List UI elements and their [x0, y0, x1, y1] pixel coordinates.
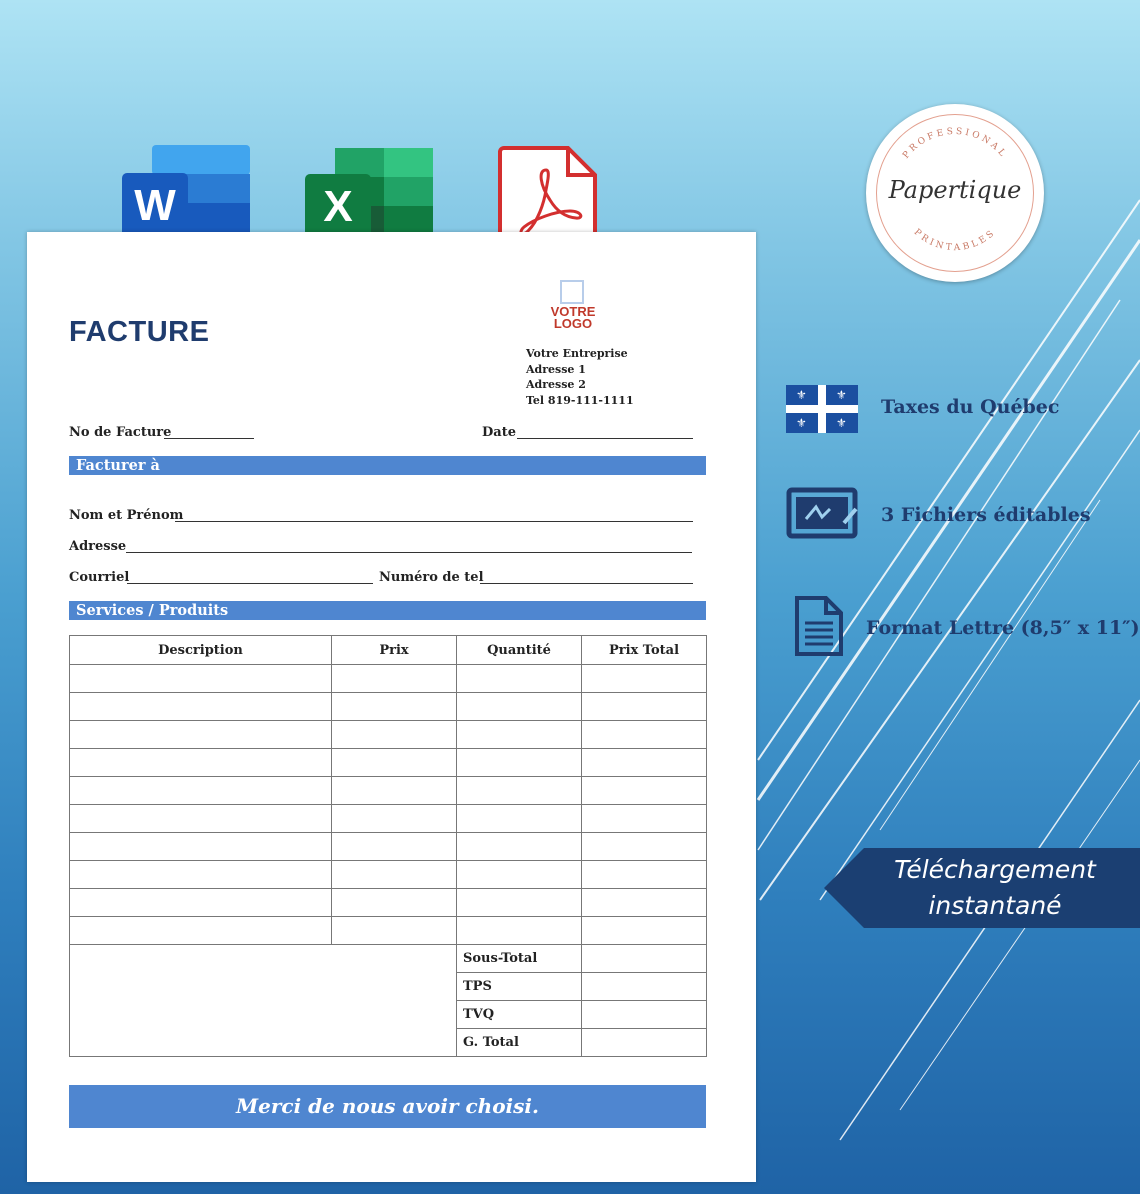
table-row[interactable]	[70, 665, 707, 693]
company-address-2: Adresse 2	[526, 378, 586, 391]
tps-label: TPS	[457, 973, 582, 1001]
bill-to-header: Facturer à	[69, 456, 706, 475]
subtotal-label: Sous-Total	[457, 945, 582, 973]
excel-letter: X	[323, 182, 353, 231]
col-total-price: Prix Total	[582, 636, 707, 665]
table-row[interactable]	[70, 805, 707, 833]
table-row[interactable]	[70, 917, 707, 945]
address-label: Adresse	[69, 539, 127, 554]
col-description: Description	[70, 636, 332, 665]
date-label: Date	[482, 425, 516, 440]
badge-bottom-text: PRINTABLES	[911, 227, 999, 254]
badge-name: Papertique	[888, 176, 1022, 204]
company-phone: Tel 819-111-1111	[526, 393, 634, 407]
subtotal-value[interactable]	[582, 945, 707, 973]
tps-value[interactable]	[582, 973, 707, 1001]
table-row[interactable]	[70, 777, 707, 805]
address-field[interactable]	[126, 552, 692, 553]
company-address-1: Adresse 1	[526, 362, 586, 376]
col-quantity: Quantité	[457, 636, 582, 665]
word-letter: W	[134, 181, 176, 230]
table-row[interactable]	[70, 721, 707, 749]
download-line-2: instantané	[928, 891, 1062, 920]
totals-row-subtotal	[70, 945, 707, 973]
table-row[interactable]	[70, 749, 707, 777]
download-text	[860, 852, 1130, 924]
tvq-label: TVQ	[457, 1001, 582, 1029]
document-icon	[794, 595, 844, 657]
date-field[interactable]	[517, 438, 693, 439]
edit-screen-icon	[786, 487, 860, 539]
invoice-number-field[interactable]	[164, 438, 254, 439]
svg-text:PRINTABLES	[912, 227, 998, 253]
invoice-number-label: No de Facture	[69, 425, 172, 440]
email-field[interactable]	[127, 583, 373, 584]
items-table	[69, 635, 707, 1057]
table-header-row	[70, 636, 707, 665]
invoice-title: FACTURE	[69, 316, 210, 348]
services-header: Services / Produits	[69, 601, 706, 620]
logo-placeholder-icon	[560, 280, 584, 304]
table-row[interactable]	[70, 693, 707, 721]
quebec-flag-icon: ⚜ ⚜ ⚜ ⚜	[786, 385, 858, 433]
brand-badge	[866, 104, 1044, 282]
email-label: Courriel	[69, 570, 130, 585]
company-name: Votre Entreprise	[526, 347, 628, 360]
logo-text-1: VOTRE	[550, 304, 596, 319]
logo-placeholder	[545, 306, 601, 330]
table-row[interactable]	[70, 861, 707, 889]
notes-area[interactable]	[70, 945, 457, 1057]
phone-field[interactable]	[480, 583, 693, 584]
name-label: Nom et Prénom	[69, 508, 184, 523]
feature-editable-files: 3 Fichiers éditables	[881, 504, 1091, 526]
company-info	[526, 346, 634, 408]
logo-text-2: LOGO	[553, 316, 593, 331]
tvq-value[interactable]	[582, 1001, 707, 1029]
feature-letter-format: Format Lettre (8,5″ x 11″)	[866, 617, 1140, 639]
grand-total-value[interactable]	[582, 1029, 707, 1057]
invoice-page	[27, 232, 756, 1182]
thank-you-banner: Merci de nous avoir choisi.	[69, 1085, 706, 1128]
table-row[interactable]	[70, 833, 707, 861]
feature-quebec-taxes: Taxes du Québec	[881, 396, 1060, 418]
svg-text:PROFESSIONAL	[901, 127, 1008, 161]
phone-label: Numéro de tel	[379, 570, 484, 585]
badge-top-text: PROFESSIONAL	[901, 126, 1009, 161]
download-line-1: Téléchargement	[894, 855, 1096, 884]
name-field[interactable]	[175, 521, 693, 522]
table-row[interactable]	[70, 889, 707, 917]
grand-total-label: G. Total	[457, 1029, 582, 1057]
col-price: Prix	[332, 636, 457, 665]
